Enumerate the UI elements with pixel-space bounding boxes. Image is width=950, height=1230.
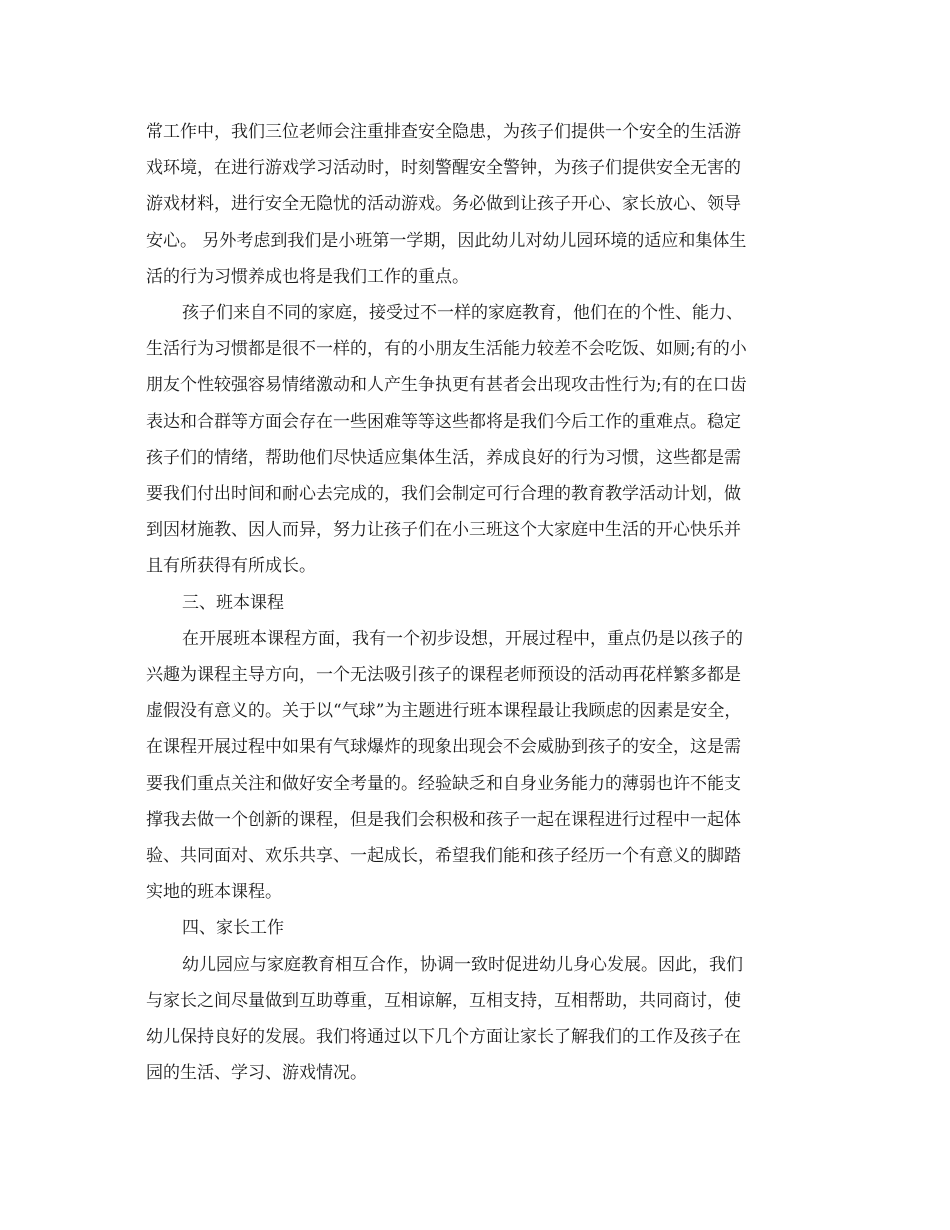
text-line: 在课程开展过程中如果有气球爆炸的现象出现会不会威胁到孩子的安全，这是需 [146,737,741,758]
text-line: 与家长之间尽量做到互助尊重，互相谅解，互相支持，互相帮助，共同商讨，使 [146,990,741,1011]
heading-text: 四、家长工作 [182,918,284,939]
text-line: 园的生活、学习、游戏情况。 [146,1063,367,1084]
heading-text: 三、班本课程 [182,592,284,613]
text-line: 游戏材料，进行安全无隐忧的活动游戏。务必做到让孩子开心、家长放心、领导 [146,194,741,215]
text-line: 活的行为习惯养成也将是我们工作的重点。 [146,266,469,287]
text-line: 孩子们的情绪，帮助他们尽快适应集体生活，养成良好的行为习惯，这些都是需 [146,447,741,468]
paragraph-children-differences [146,295,806,585]
text-line: 朋友个性较强容易情绪激动和人产生争执更有甚者会出现攻击性行为;有的在口齿 [146,375,747,396]
document-body [146,114,806,1091]
text-line: 安心。 另外考虑到我们是小班第一学期，因此幼儿对幼儿园环境的适应和集体生 [146,230,747,251]
text-line: 且有所获得有所成长。 [146,556,316,577]
text-line: 虚假没有意义的。关于以“气球”为主题进行班本课程最让我顾虑的因素是安全， [146,701,742,722]
text-line: 生活行为习惯都是很不一样的，有的小朋友生活能力较差不会吃饭、如厕;有的小 [146,339,747,360]
text-line: 幼儿保持良好的发展。我们将通过以下几个方面让家长了解我们的工作及孩子在 [146,1027,741,1048]
text-line: 实地的班本课程。 [146,882,282,903]
text-line: 兴趣为课程主导方向，一个无法吸引孩子的课程老师预设的活动再花样繁多都是 [146,665,741,686]
paragraph-class-curriculum [146,621,806,911]
text-line: 在开展班本课程方面，我有一个初步设想，开展过程中，重点仍是以孩子的 [182,628,743,649]
text-line: 幼儿园应与家庭教育相互合作，协调一致时促进幼儿身心发展。因此，我们 [182,954,743,975]
text-line: 要我们付出时间和耐心去完成的，我们会制定可行合理的教育教学活动计划，做 [146,484,741,505]
text-line: 孩子们来自不同的家庭，接受过不一样的家庭教育，他们在的个性、能力、 [182,303,743,324]
text-line: 表达和合群等方面会存在一些困难等等这些都将是我们今后工作的重难点。稳定 [146,411,741,432]
paragraph-safety-continued [146,114,806,295]
paragraph-parent-work [146,947,806,1092]
section-heading-parent-work [146,910,806,946]
text-line: 常工作中，我们三位老师会注重排查安全隐患，为孩子们提供一个安全的生活游 [146,122,741,142]
text-line: 验、共同面对、欢乐共享、一起成长，希望我们能和孩子经历一个有意义的脚踏 [146,846,741,867]
text-line: 到因材施教、因人而异，努力让孩子们在小三班这个大家庭中生活的开心快乐并 [146,520,741,541]
text-line: 撑我去做一个创新的课程，但是我们会积极和孩子一起在课程进行过程中一起体 [146,809,741,830]
text-line: 要我们重点关注和做好安全考量的。经验缺乏和自身业务能力的薄弱也许不能支 [146,773,741,794]
section-heading-class-curriculum [146,585,806,621]
text-line: 戏环境，在进行游戏学习活动时，时刻警醒安全警钟，为孩子们提供安全无害的 [146,158,741,179]
